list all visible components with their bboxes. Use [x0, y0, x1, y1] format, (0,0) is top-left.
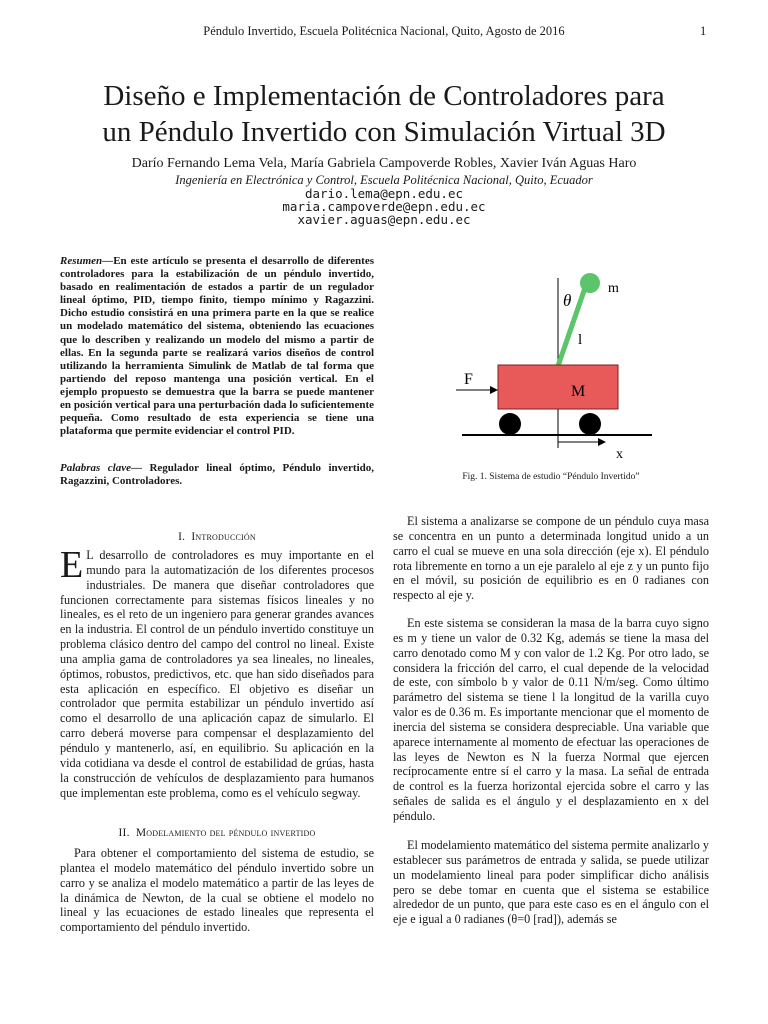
right-text-2: En este sistema se consideran la masa de la barra cuyo signo es m y tiene un valor de 0.32 Kg, además se tiene la masa del carro denotado como M y con valor de 1.2 Kg. Por otro lado, se considera la fricción del carro, el cual depende de la velocidad de este, con símbolo b y valor de 0.11 N/m/seg. Como último parámetro del sistema se tiene l la longitud de la varilla cuyo valor es de 0.36 m. Es importante mencionar que el momento de inercia del sistema se considera despreciable. Una variable que aparece internamente al momento de efectuar las operaciones de las leyes de Newton es N la fuerza Normal que ejercen recíprocamente entre sí el carro y la masa. La señal de entrada de control es la fuerza horizontal ejercida sobre el carro y las señales de salida es el ángulo y el desplazamiento en x del péndulo. [393, 616, 709, 823]
label-theta: θ [563, 291, 572, 310]
right-text-1: El sistema a analizarse se compone de un péndulo cuya masa se concentra en un punto a determinada longitud unido a un carro el cual se mueve en una sola dirección (eje x). El péndulo rota libremente en torno a un eje paralelo al eje z y un punto fijo en el móvil, su posición de equilibrio es en 0 radianes con respecto al eje y. [393, 514, 709, 603]
wheel-right [579, 413, 601, 435]
pendulum-bob [580, 273, 600, 293]
label-x: x [616, 447, 623, 462]
label-m: m [608, 281, 619, 296]
section-heading-intro [60, 531, 374, 543]
section-title-modeling: Modelamiento del péndulo invertido [135, 827, 316, 839]
right-paragraph-2 [393, 616, 709, 824]
dropcap: E [60, 544, 84, 586]
authors: Darío Fernando Lema Vela, María Gabriela Campoverde Robles, Xavier Iván Aguas Haro [131, 156, 637, 171]
paper-title [40, 78, 728, 150]
title-line-1: Diseño e Implementación de Controladores para [103, 80, 665, 112]
keywords-text: Regulador lineal óptimo, Péndulo invertido, Ragazzini, Controladores. [60, 462, 374, 488]
abstract-label: Resumen— [60, 255, 114, 267]
right-paragraph-3 [393, 838, 709, 927]
right-paragraph-1 [393, 514, 709, 603]
affiliation: Ingeniería en Electrónica y Control, Escuela Politécnica Nacional, Quito, Ecuador [175, 173, 593, 187]
figure-caption: Fig. 1. Sistema de estudio “Péndulo Invertido” [462, 472, 640, 482]
section-number-intro: I. [178, 531, 186, 543]
page-number: 1 [700, 24, 707, 38]
cart [498, 365, 618, 409]
modeling-text: Para obtener el comportamiento del sistema de estudio, se plantea el modelo matemático del péndulo invertido sobre un carro y se analiza el modelo matemático a partir de las leyes de la dinámica de Newton, de la cual se obtiene el modelo no lineal y las ecuaciones de estado lineales que representa el comportamiento del péndulo invertido. [60, 846, 374, 935]
modeling-paragraph [60, 846, 374, 935]
section-title-intro: Introducción [191, 531, 256, 543]
x-arrowhead [598, 438, 606, 446]
keywords-label: Palabras clave— [60, 462, 142, 474]
label-M: M [571, 383, 586, 400]
intro-text: L desarrollo de controladores es muy importante en el mundo para la automatización de los diferentes procesos industriales. De manera que diseñar controladores que funcionen correctamente para sistemas físicos lineales y no lineales, es el reto de un ingeniero para generar grandes avances en la industria. El control de un péndulo invertido constituye un problema clásico dentro del campo del control no lineal. Existe una amplia gama de controladores ya sea lineales, no lineales, óptimos, robustos, predictivos, etc. que han sido diseñados para esta aplicación en específico. El objetivo es diseñar un controlador que permita estabilizar un péndulo invertido así como el desarrollo de una aplicación capaz de simularlo. El carro deberá moverse para compensar el desplazamiento del péndulo y mantenerlo, así, en equilibrio. Su aplicación en la vida cotidiana va desde el control de estabilidad de grúas, hasta la construcción de vehículos de desplazamiento para humanos que implementan este problema, como es el vehículo segway. [60, 548, 374, 800]
email-3: xavier.aguas@epn.edu.ec [297, 212, 471, 227]
wheel-left [499, 413, 521, 435]
intro-paragraph [60, 544, 374, 800]
section-number-modeling: II. [118, 827, 130, 839]
section-heading-modeling [60, 827, 374, 839]
abstract [60, 255, 374, 438]
right-text-3: El modelamiento matemático del sistema permite analizarlo y establecer sus parámetros de entrada y salida, se puede utilizar un modelamiento lineal para poder simplificar dicho análisis pero se debe tomar en cuenta que el sistema se estabilice alrededor de un punto, que para este caso es en el ángulo con el eje e igual a 0 radianes (θ=0 [rad]), además se [393, 838, 709, 927]
abstract-text: En este artículo se presenta el desarrollo de diferentes controladores para la estabilización de un péndulo invertido, basado en realimentación de estados a partir de un regulador lineal óptimo, PID, tiempo finito, tiempo mínimo y Ragazzini. Dicho estudio consistirá en una primera parte en la que se realice un modelado matemático del sistema, obteniendo las ecuaciones que lo describen y realizando un modelo del mismo a partir de ellas. En la segunda parte se realizará varios diseños de control utilizando la herramienta Simulink de Matlab de tal forma que partiendo del reposo mantenga una posición vertical. En el ejemplo propuesto se demuestra que la barra se puede mantener en posición vertical para una perturbación dada lo suficientemente pequeña. Como resultado de esta experiencia se tiene una plataforma que permite evidenciar el control PID. [60, 255, 374, 438]
email-1: dario.lema@epn.edu.ec [304, 186, 464, 201]
running-header: Péndulo Invertido, Escuela Politécnica Nacional, Quito, Agosto de 2016 [203, 24, 565, 38]
label-F: F [464, 371, 473, 388]
keywords [60, 462, 374, 488]
force-arrowhead [490, 386, 498, 394]
pendulum-figure [440, 270, 665, 465]
label-l: l [578, 332, 583, 348]
title-line-2: un Péndulo Invertido con Simulación Virtual 3D [102, 116, 666, 148]
email-2: maria.campoverde@epn.edu.ec [282, 199, 486, 214]
